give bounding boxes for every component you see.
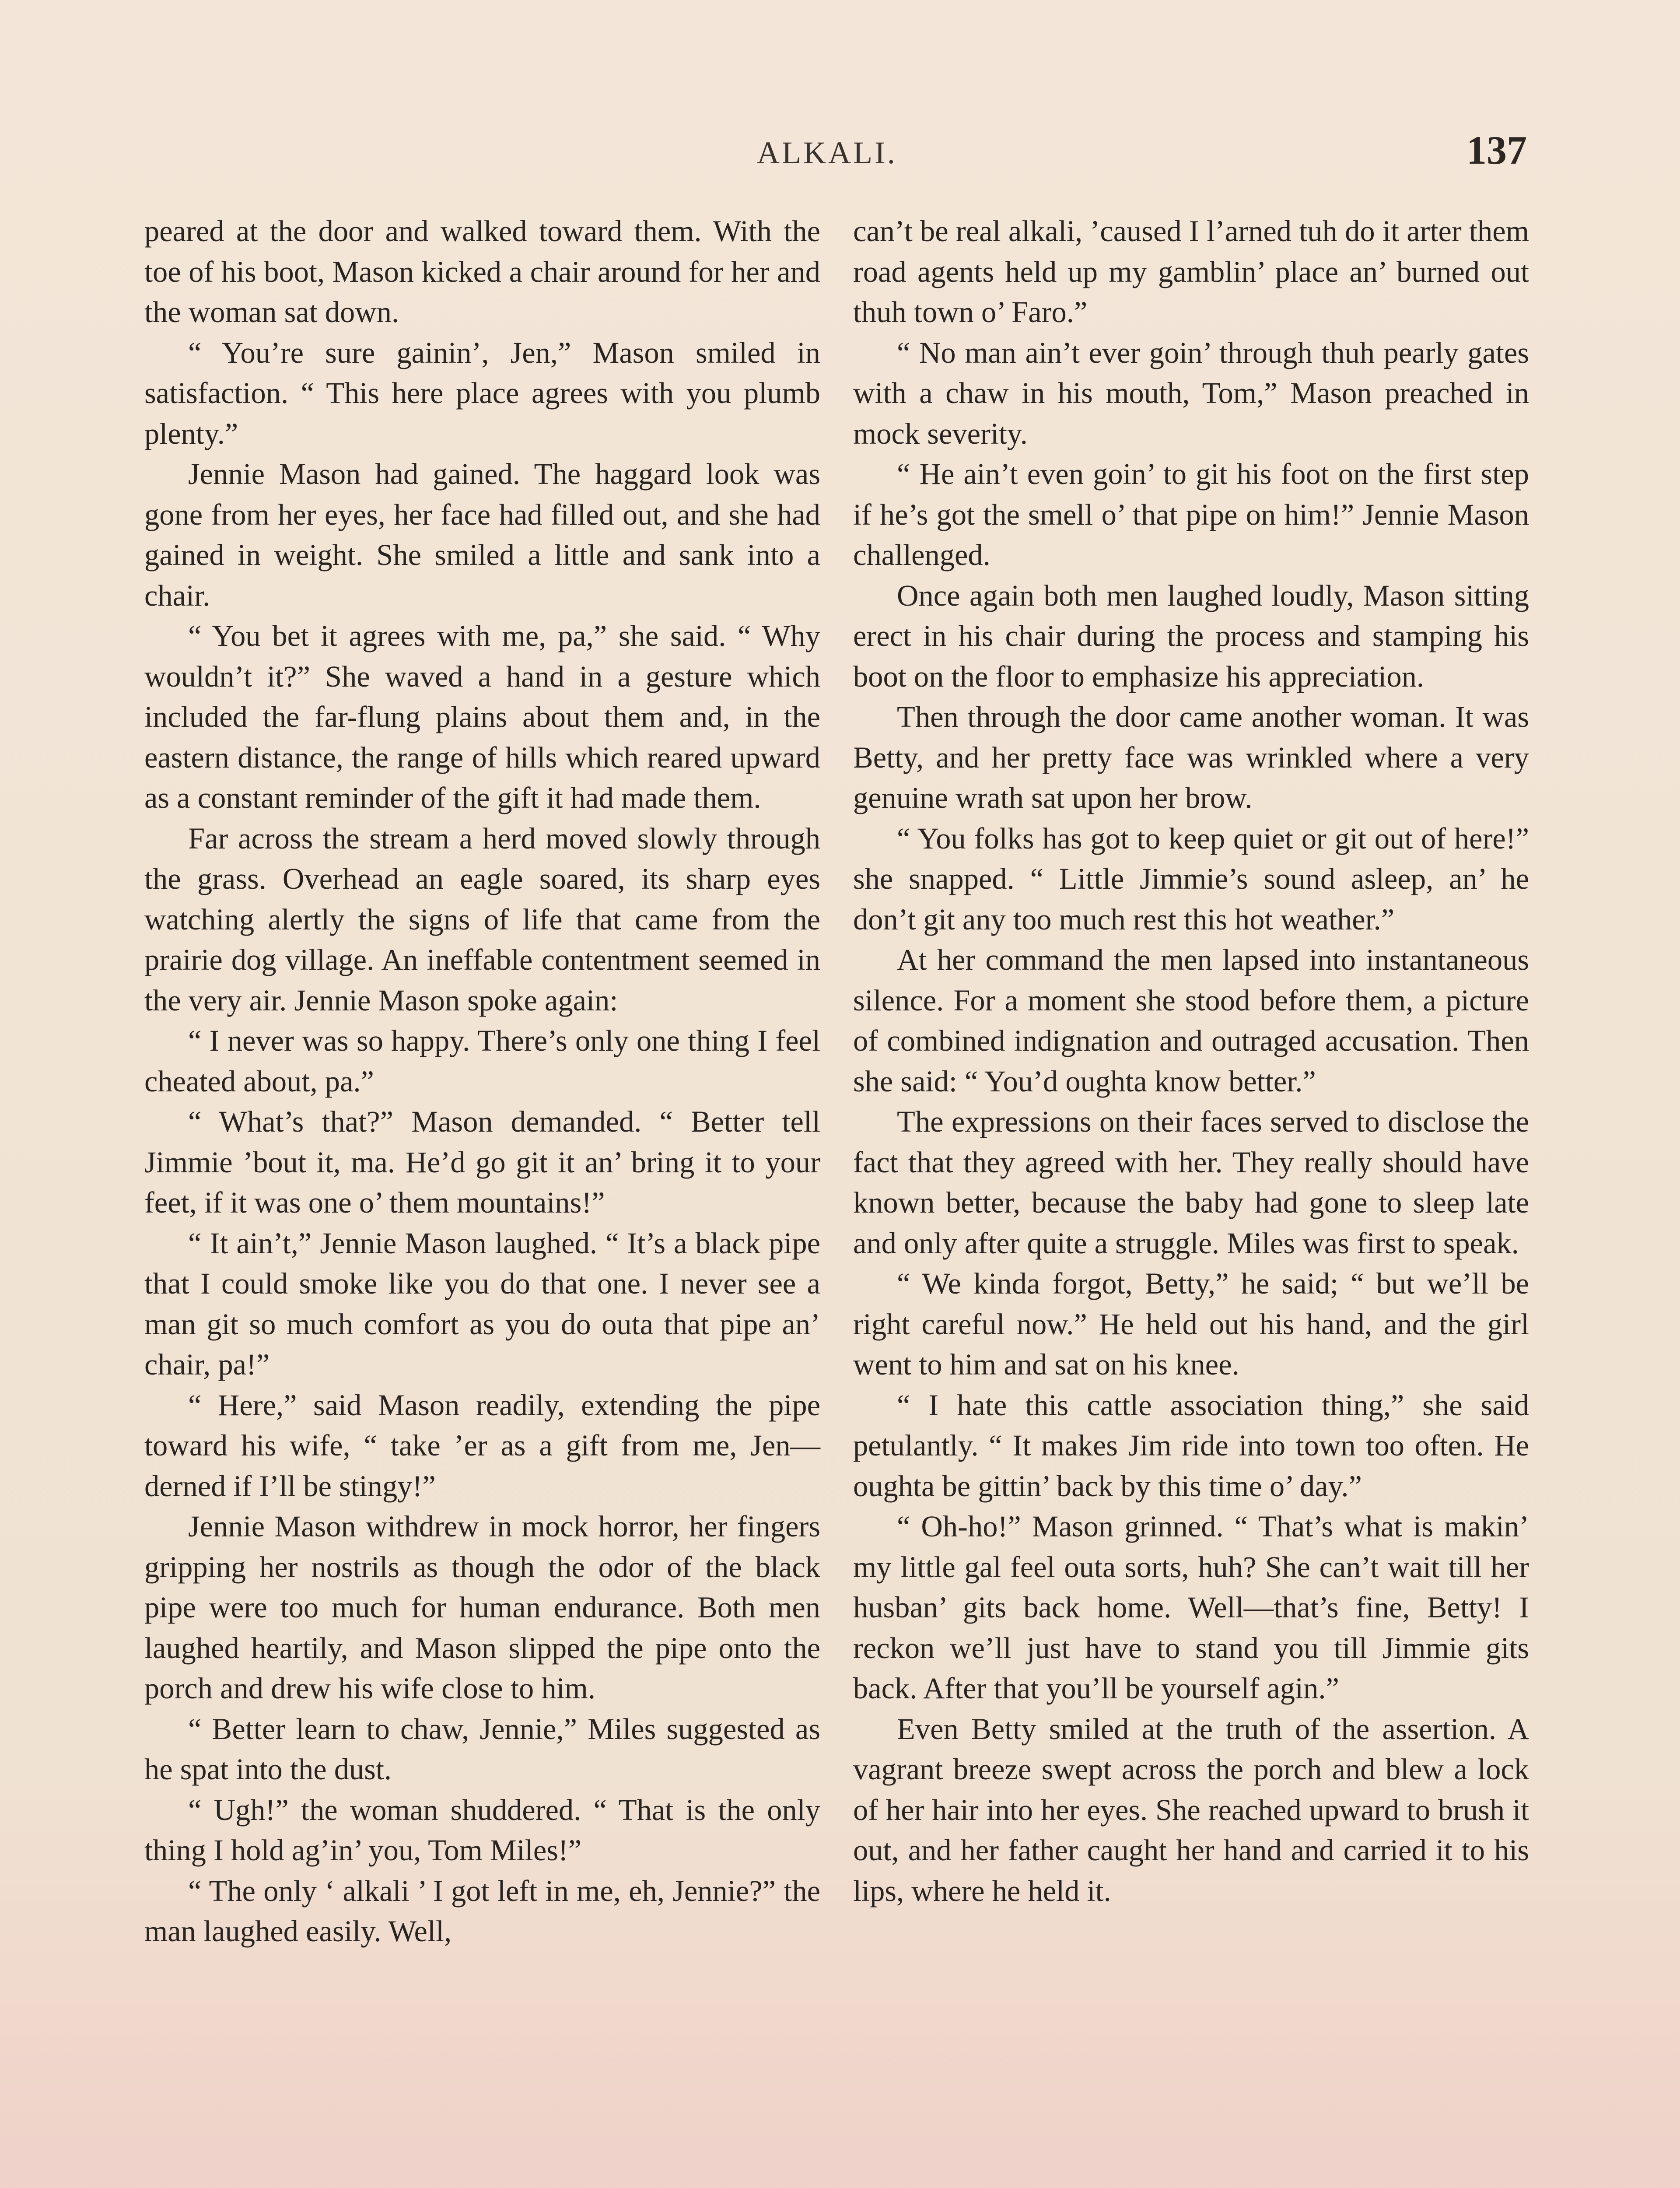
paragraph: The expressions on their faces served to disclose the fact that they agreed with her. They really should have known better, because the baby had gone to sleep late and only after quite a struggle. Miles was first to speak.: [853, 1105, 1529, 1260]
right-column: [853, 211, 1529, 1911]
paragraph: At her command the men lapsed into instantaneous silence. For a moment she stood before them, a picture of combined indignation and outraged accusation. Then she said: “ You’d oughta know better.”: [853, 943, 1529, 1098]
paragraph: Jennie Mason had gained. The haggard look was gone from her eyes, her face had filled out, and she had gained in weight. She smiled a little and sank into a chair.: [144, 457, 820, 612]
paragraph: Then through the door came another woman. It was Betty, and her pretty face was wrinkled where a very genuine wrath sat upon her brow.: [853, 700, 1529, 814]
paragraph: can’t be real alkali, ’caused I l’arned tuh do it arter them road agents held up my gamblin’ place an’ burned out thuh town o’ Faro.”: [853, 214, 1529, 329]
paragraph: “ I hate this cattle association thing,” she said petulantly. “ It makes Jim ride into town too often. He oughta be gittin’ back by this time o’ day.”: [853, 1388, 1529, 1503]
paragraph: “ What’s that?” Mason demanded. “ Better tell Jimmie ’bout it, ma. He’d go git it an’ bring it to your feet, if it was one o’ them mountains!”: [144, 1105, 820, 1219]
paragraph: “ You folks has got to keep quiet or git out of here!” she snapped. “ Little Jimmie’s sound asleep, an’ he don’t git any too much rest this hot weather.”: [853, 821, 1529, 936]
paragraph: “ Here,” said Mason readily, extending the pipe toward his wife, “ take ’er as a gift from me, Jen—derned if I’ll be stingy!”: [144, 1388, 820, 1503]
left-column: [144, 211, 820, 1952]
paragraph: “ I never was so happy. There’s only one thing I feel cheated about, pa.”: [144, 1024, 820, 1098]
page-header: [144, 127, 1527, 179]
paragraph: “ He ain’t even goin’ to git his foot on the first step if he’s got the smell o’ that pipe on him!” Jennie Mason challenged.: [853, 457, 1529, 572]
paragraph: “ The only ‘ alkali ’ I got left in me, eh, Jennie?” the man laughed easily. Well,: [144, 1874, 820, 1948]
paragraph: peared at the door and walked toward them. With the toe of his boot, Mason kicked a chair around for her and the woman sat down.: [144, 214, 820, 329]
paragraph: “ We kinda forgot, Betty,” he said; “ but we’ll be right careful now.” He held out his hand, and the girl went to him and sat on his knee.: [853, 1267, 1529, 1381]
paragraph: “ No man ain’t ever goin’ through thuh pearly gates with a chaw in his mouth, Tom,” Mason preached in mock severity.: [853, 336, 1529, 450]
paragraph: “ You bet it agrees with me, pa,” she said. “ Why wouldn’t it?” She waved a hand in a gesture which included the far-flung plains about them and, in the eastern distance, the range of hills which reared upward as a constant reminder of the gift it had made them.: [144, 619, 820, 814]
paragraph: “ Oh-ho!” Mason grinned. “ That’s what is makin’ my little gal feel outa sorts, huh? She can’t wait till her husban’ gits back home. Well—that’s fine, Betty! I reckon we’ll just have to stand you till Jimmie gits back. After that you’ll be yourself agin.”: [853, 1510, 1529, 1705]
paragraph: “ Ugh!” the woman shuddered. “ That is the only thing I hold ag’in’ you, Tom Miles!”: [144, 1793, 820, 1867]
paragraph: Once again both men laughed loudly, Mason sitting erect in his chair during the process and stamping his boot on the floor to emphasize his appreciation.: [853, 579, 1529, 693]
paragraph: Even Betty smiled at the truth of the assertion. A vagrant breeze swept across the porch and blew a lock of her hair into her eyes. She reached upward to brush it out, and her father caught her hand and carried it to his lips, where he held it.: [853, 1712, 1529, 1907]
paragraph: “ You’re sure gainin’, Jen,” Mason smiled in satisfaction. “ This here place agrees with you plumb plenty.”: [144, 336, 820, 450]
paragraph: “ It ain’t,” Jennie Mason laughed. “ It’s a black pipe that I could smoke like you do that one. I never see a man git so much comfort as you do outa that pipe an’ chair, pa!”: [144, 1226, 820, 1381]
paragraph: “ Better learn to chaw, Jennie,” Miles suggested as he spat into the dust.: [144, 1712, 820, 1786]
running-head: ALKALI.: [757, 135, 897, 170]
paragraph: Far across the stream a herd moved slowly through the grass. Overhead an eagle soared, its sharp eyes watching alertly the signs of life that came from the prairie dog village. An ineffable contentment seemed in the very air. Jennie Mason spoke again:: [144, 821, 820, 1017]
paragraph: Jennie Mason withdrew in mock horror, her fingers gripping her nostrils as though the odor of the black pipe were too much for human endurance. Both men laughed heartily, and Mason slipped the pipe onto the porch and drew his wife close to him.: [144, 1510, 820, 1705]
page-number: 137: [1466, 128, 1527, 172]
